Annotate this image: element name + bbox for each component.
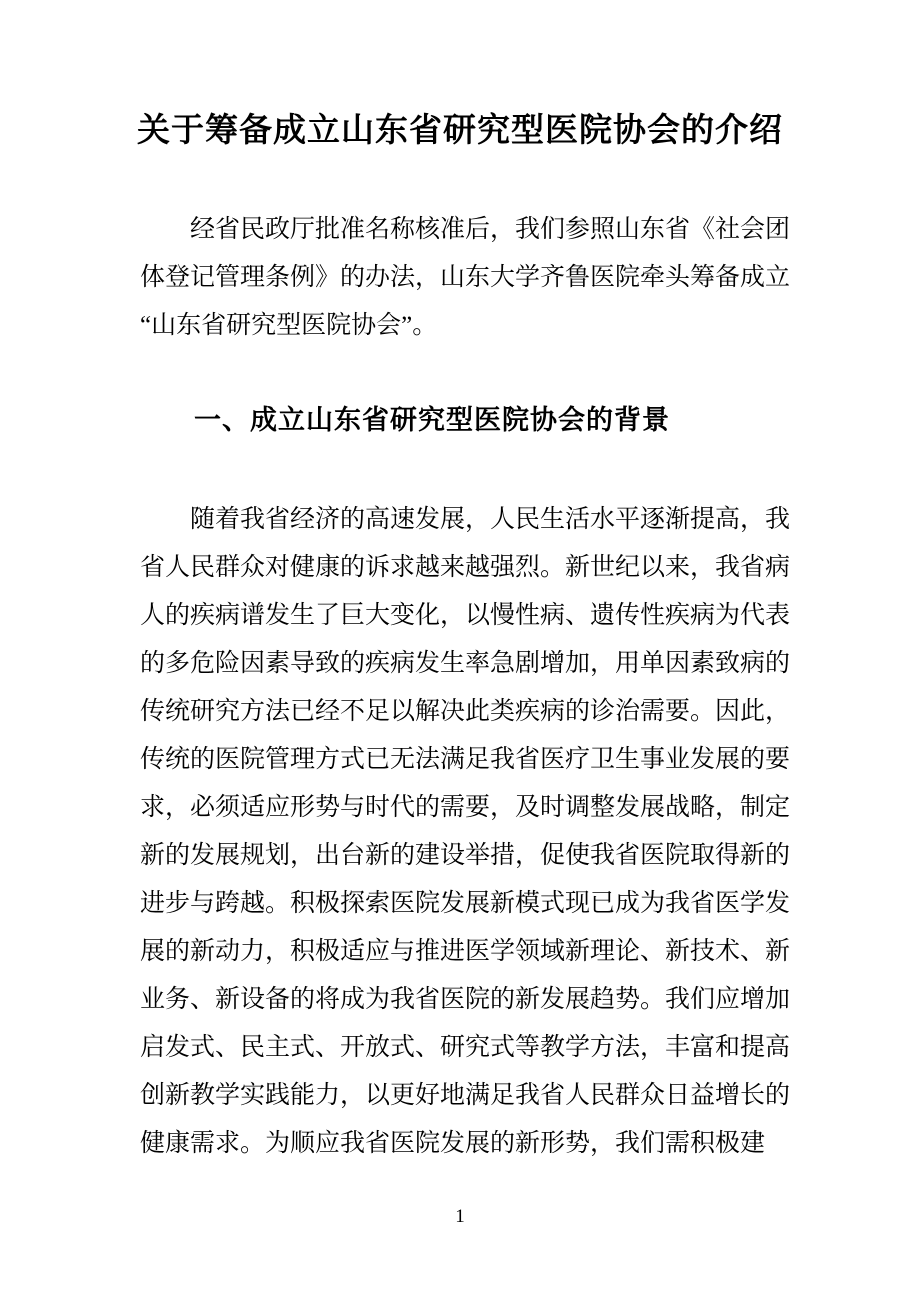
document-title: 关于筹备成立山东省研究型医院协会的介绍	[137, 113, 783, 149]
section-body-paragraph: 随着我省经济的高速发展，人民生活水平逐渐提高，我省人民群众对健康的诉求越来越强烈。新世纪以来，我省病人的疾病谱发生了巨大变化，以慢性病、遗传性疾病为代表的多危险因素导致的疾病发生率急剧增加，用单因素致病的传统研究方法已经不足以解决此类疾病的诊治需要。因此，传统的医院管理方式已无法满足我省医疗卫生事业发展的要求，必须适应形势与时代的需要，及时调整发展战略，制定新的发展规划，出台新的建设举措，促使我省医院取得新的进步与跨越。积极探索医院发展新模式现已成为我省医学发展的新动力，积极适应与推进医学领域新理论、新技术、新业务、新设备的将成为我省医院的新发展趋势。我们应增加启发式、民主式、开放式、研究式等教学方法，丰富和提高创新教学实践能力，以更好地满足我省人民群众日益增长的健康需求。为顺应我省医院发展的新形势，我们需积极建	[140, 506, 791, 1157]
page-number: 1	[455, 1206, 465, 1227]
intro-paragraph: 经省民政厅批准名称核准后，我们参照山东省《社会团体登记管理条例》的办法，山东大学齐鲁医院牵头筹备成立“山东省研究型医院协会”。	[140, 216, 791, 339]
section-heading-background: 一、成立山东省研究型医院协会的背景	[194, 405, 670, 435]
